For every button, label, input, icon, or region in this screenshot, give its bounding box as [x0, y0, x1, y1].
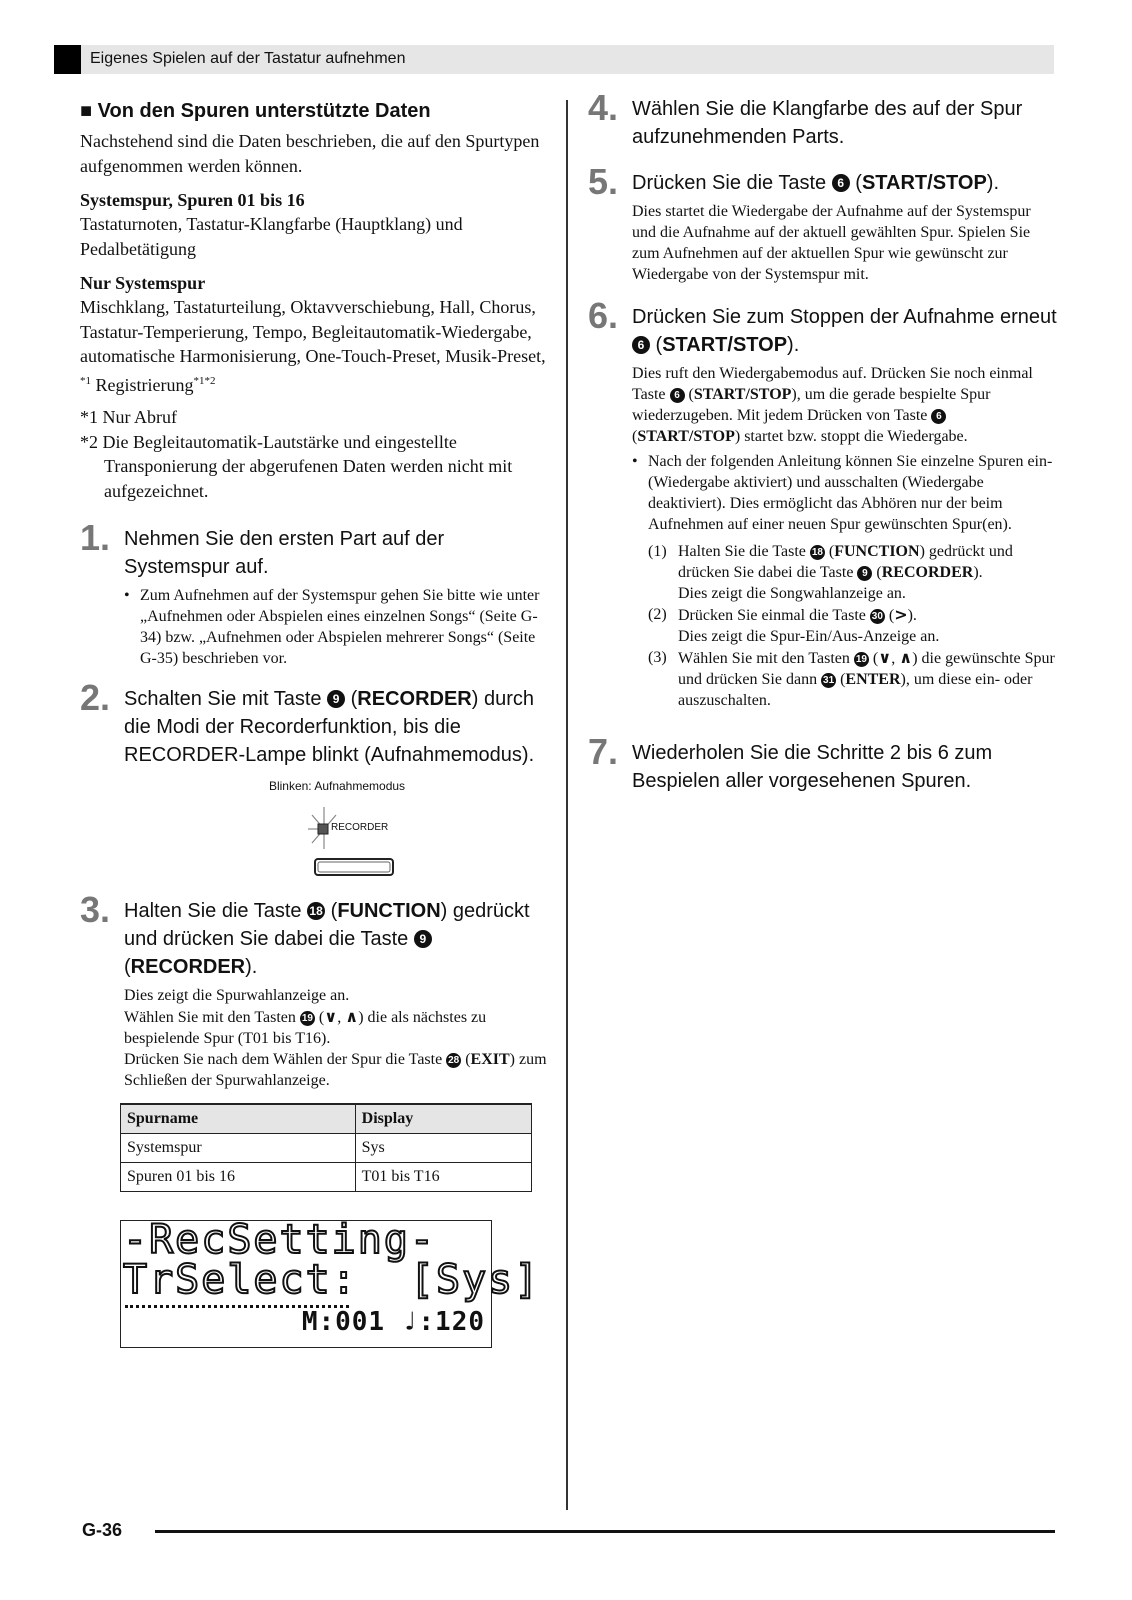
sub-step-3: (3) Wählen Sie mit den Tasten 19 (∨, ∧) die gewünschte Spur und drücken Sie dann 31 (ENTER), um diese ein- oder auszuschalten.: [648, 648, 1055, 709]
footnote-2: *2 Die Begleitautomatik-Lautstärke und eingestellte Transponierung der abgerufenen Daten werden nicht mit aufgezeichnet.: [80, 431, 513, 501]
step-heading-text-2: durch die Modi der Recorderfunktion, bis die RECORDER-Lampe blinkt (Aufnahmemodus).: [124, 688, 535, 766]
sub-step-result: , um diese ein- oder auszuschalten.: [678, 671, 1033, 709]
desc-line-3: Drücken Sie nach dem Wählen der Spur die Taste 28 (EXIT) zum Schließen der Spurwahlanzeige.: [124, 1051, 547, 1089]
step-number: 1.: [80, 517, 111, 558]
left-column: [80, 100, 550, 1348]
desc-text: Dies ruft den Wiedergabemodus auf. Drücken Sie noch einmal Taste: [632, 365, 1033, 403]
subsection-body-1: Tastaturnoten, Tastatur-Klangfarbe (Hauptklang) und Pedalbetätigung: [80, 214, 463, 259]
step-3: [80, 889, 550, 1091]
step-heading-text: Drücken Sie zum Stoppen der Aufnahme erneut: [632, 306, 1057, 328]
step-heading-text-2: gedrückt und drücken Sie dabei die Taste: [124, 900, 530, 950]
chevron-right-icon: >: [894, 605, 908, 624]
key-number-icon: 6: [832, 174, 850, 192]
key-number-icon: 28: [448, 1055, 460, 1066]
sub-step-result: Dies zeigt die Songwahlanzeige an.: [678, 585, 906, 602]
header-title: Eigenes Spielen auf der Tastatur aufnehmen: [90, 50, 406, 67]
footnote-ref-1: *1: [80, 374, 91, 387]
footnote-1: *1 Nur Abruf: [80, 407, 177, 427]
key-number-icon: 30: [871, 611, 883, 622]
figure-caption: Blinken: Aufnahmemodus: [268, 779, 406, 793]
key-number-icon: 18: [811, 547, 823, 558]
step-2: [80, 677, 550, 883]
desc-text-2: die als nächstes zu bespielende Spur (T01 bis T16).: [124, 1009, 487, 1047]
step-description: Dies ruft den Wiedergabemodus auf. Drücken Sie noch einmal Taste 6 (START/STOP), um die gerade bespielte Spur wiederzugeben. Mit jedem Drücken von Taste 6 (START/STOP) startet bzw. stoppt die Wiedergabe.: [632, 365, 1033, 445]
key-label: ENTER: [845, 671, 901, 688]
step-number: 3.: [80, 889, 111, 930]
key-label: START/STOP: [861, 172, 987, 194]
step-description: [124, 985, 550, 1091]
desc-text-3: startet bzw. stoppt die Wiedergabe.: [744, 428, 968, 445]
lcd-line-3: M:001 ♩:120: [301, 1307, 485, 1337]
recorder-lamp-figure: [124, 793, 550, 883]
table-header-row: [121, 1104, 532, 1134]
key-label: FUNCTION: [834, 543, 920, 560]
step-heading-text: Halten Sie die Taste: [124, 900, 302, 922]
step-bullet: • Nach der folgenden Anleitung können Sie einzelne Spuren ein- (Wiedergabe aktiviert) und ausschalten (Wiedergabe deaktiviert). Dies ermöglicht das Abhören nur der beim Aufnehmen auf einer neuen Spur gewünschten Spur(en).: [632, 451, 1058, 535]
step-bullet: • Zum Aufnehmen auf der Systemspur gehen Sie bitte wie unter „Aufnehmen oder Abspielen eines einzelnen Songs“ (Seite G-34) bzw. „Aufnehmen oder Abspielen mehrerer Songs“ (Seite G-35) beschrieben vor.: [124, 585, 550, 669]
desc-line-1: Dies zeigt die Spurwahlanzeige an.: [124, 987, 350, 1004]
step-number: 4.: [588, 87, 619, 128]
desc-text-2: zum Schließen der Spurwahlanzeige.: [124, 1051, 547, 1089]
footnote-ref-2: *1*2: [193, 374, 216, 387]
page-header: [54, 45, 1054, 74]
key-number-icon: 19: [855, 654, 867, 665]
key-label: RECORDER: [357, 688, 472, 710]
key-label: START/STOP: [693, 386, 792, 403]
step-description: Dies startet die Wiedergabe der Aufnahme auf der Systemspur und die Aufnahme auf der aktuell gewählten Spur. Spielen Sie zum Aufnehmen auf der aktuellen Spur wie gewünscht zur Wiedergabe von der Systemspur mit.: [632, 203, 1031, 283]
table-cell: Spuren 01 bis 16: [121, 1163, 356, 1192]
step-number: 2.: [80, 677, 111, 718]
step-5: [588, 161, 1058, 285]
key-number-icon: 6: [670, 388, 685, 403]
sub-step-number: (1): [648, 543, 667, 560]
step-heading: Drücken Sie zum Stoppen der Aufnahme erneut 6 (START/STOP).: [632, 306, 1057, 356]
step-heading: Schalten Sie mit Taste 9 (RECORDER) durch die Modi der Recorderfunktion, bis die RECORDER-Lampe blinkt (Aufnahmemodus).: [124, 688, 535, 766]
sub-step-number: (3): [648, 649, 667, 666]
key-number-icon: 6: [632, 336, 650, 354]
key-label: START/STOP: [662, 334, 788, 356]
table-row: [121, 1134, 532, 1163]
key-number-icon: 9: [327, 690, 345, 708]
sub-step-result: Dies zeigt die Spur-Ein/Aus-Anzeige an.: [678, 628, 940, 645]
sub-step-text: Wählen Sie mit den Tasten: [678, 650, 850, 667]
table-cell: T01 bis T16: [355, 1163, 531, 1192]
subsection-title-2: Nur Systemspur: [80, 273, 206, 293]
lamp-label: RECORDER: [331, 822, 389, 833]
sub-step-text: Halten Sie die Taste: [678, 543, 806, 560]
desc-text-2: , um die gerade bespielte Spur wiederzugeben. Mit jedem Drücken von Taste: [632, 386, 991, 424]
key-number-icon: 18: [307, 902, 325, 920]
step-4: [588, 87, 1058, 151]
intro-text: Nachstehend sind die Daten beschrieben, die auf den Spurtypen aufgenommen werden können.: [80, 131, 540, 176]
key-number-icon: 6: [931, 409, 946, 424]
key-label: EXIT: [470, 1051, 510, 1068]
header-marker: [54, 45, 81, 74]
step-heading-text: Drücken Sie die Taste: [632, 172, 827, 194]
step-heading: Drücken Sie die Taste 6 (START/STOP).: [632, 172, 1000, 194]
key-label: FUNCTION: [337, 900, 441, 922]
column-divider: [566, 100, 568, 1510]
subsection-body-2-text: Mischklang, Tastaturteilung, Oktavverschiebung, Hall, Chorus, Tastatur-Temperierung, Tempo, Begleitautomatik-Wiedergabe, automatische Harmonisierung, One-Touch-Preset, Musik-Preset,: [80, 297, 546, 366]
sub-step-text: Drücken Sie einmal die Taste: [678, 607, 866, 624]
step-number: 5.: [588, 161, 619, 202]
table-header-cell: Spurname: [121, 1104, 356, 1134]
recorder-lamp-icon: [124, 793, 554, 883]
step-heading: Wählen Sie die Klangfarbe des auf der Spur aufzunehmenden Parts.: [632, 98, 1023, 148]
desc-text: Drücken Sie nach dem Wählen der Spur die Taste: [124, 1051, 443, 1068]
track-table: [120, 1103, 532, 1192]
key-label: RECORDER: [881, 564, 974, 581]
section-title: ■ Von den Spuren unterstützte Daten: [80, 100, 431, 122]
chevron-up-icon: ∧: [345, 1007, 359, 1026]
subsection-body-2: [80, 295, 550, 397]
chevron-down-icon: ∨: [878, 648, 892, 667]
sub-step-2: (2) Drücken Sie einmal die Taste 30 (>). Dies zeigt die Spur-Ein/Aus-Anzeige an.: [632, 604, 1058, 647]
sub-step-text-2: gedrückt und drücken Sie dabei die Taste: [678, 543, 1013, 581]
subsection-body-2-reg: Registrierung: [95, 374, 194, 395]
subsection-title-1: Systemspur, Spuren 01 bis 16: [80, 190, 305, 210]
lcd-line-1: -RecSetting-: [123, 1217, 436, 1263]
step-number: 6.: [588, 295, 619, 336]
step-heading: Wiederholen Sie die Schritte 2 bis 6 zum Bespielen aller vorgesehenen Spuren.: [632, 742, 993, 792]
right-column: [588, 87, 1058, 795]
chevron-down-icon: ∨: [324, 1007, 338, 1026]
sub-step-text-2: die gewünschte Spur und drücken Sie dann: [678, 650, 1055, 688]
step-heading-text: Schalten Sie mit Taste: [124, 688, 322, 710]
key-label: RECORDER: [130, 956, 246, 978]
footer-rule: [155, 1530, 1055, 1533]
key-number-icon: 31: [823, 675, 835, 686]
key-number-icon: 9: [414, 930, 432, 948]
step-heading: Nehmen Sie den ersten Part auf der Systemspur auf.: [124, 528, 445, 578]
table-header-cell: Display: [355, 1104, 531, 1134]
step-7: [588, 731, 1058, 795]
table-cell: Systemspur: [121, 1134, 356, 1163]
lcd-display: [120, 1217, 541, 1348]
step-number: 7.: [588, 731, 619, 772]
key-label: START/STOP: [637, 428, 735, 445]
key-number-icon: 19: [301, 1013, 313, 1024]
sub-step-1: (1) Halten Sie die Taste 18 (FUNCTION) gedrückt und drücken Sie dabei die Taste 9 (RECORDER). Dies zeigt die Songwahlanzeige an.: [632, 541, 1058, 604]
lcd-line-2: TrSelect: [Sys]: [123, 1257, 541, 1303]
key-number-icon: 9: [857, 566, 872, 581]
desc-line-2: Wählen Sie mit den Tasten 19 (∨, ∧) die als nächstes zu bespielende Spur (T01 bis T16).: [124, 1007, 487, 1047]
desc-text: Wählen Sie mit den Tasten: [124, 1009, 296, 1026]
step-1: [80, 517, 550, 669]
step-heading: Halten Sie die Taste 18 (FUNCTION) gedrückt und drücken Sie dabei die Taste 9 (RECORDER).: [124, 900, 530, 978]
step-6: [588, 295, 1058, 711]
page-number: G-36: [82, 1520, 123, 1540]
sub-steps: [632, 541, 1058, 711]
sub-step-number: (2): [648, 606, 667, 623]
chevron-up-icon: ∧: [899, 648, 913, 667]
table-row: [121, 1163, 532, 1192]
table-cell: Sys: [355, 1134, 531, 1163]
